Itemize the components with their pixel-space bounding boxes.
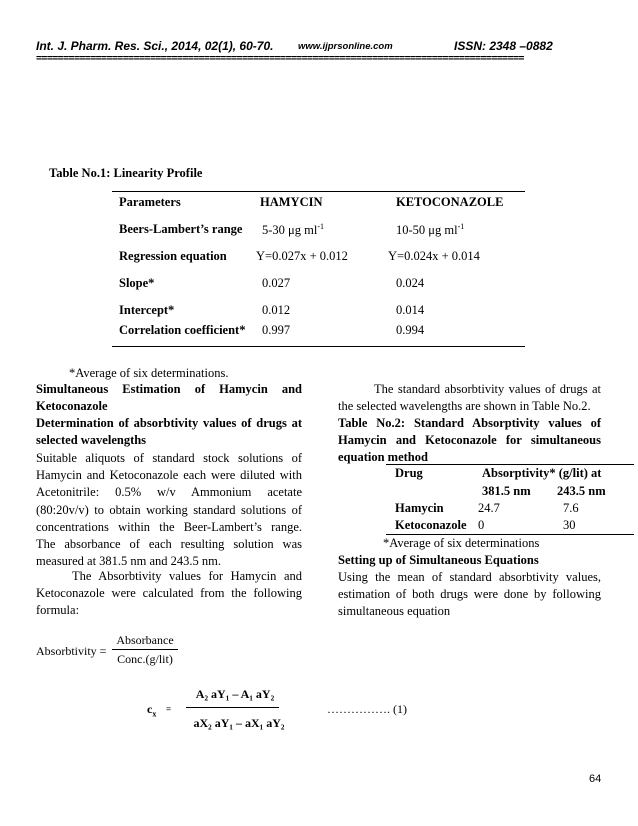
subsection-heading-line: selected wavelengths: [36, 433, 147, 447]
table1-row-keto: 0.994: [396, 323, 425, 337]
formula-numerator: Absorbance: [116, 633, 174, 647]
text-line: Using the mean of standard absorbtivity values,: [338, 570, 601, 584]
table2-row-value2: 7.6: [563, 501, 579, 515]
table1-row-hamycin: Y=0.027x + 0.012: [256, 249, 348, 263]
text-line: concentrations within the Beer-Lambert’s range.: [36, 519, 302, 534]
text-line: formula:: [36, 603, 80, 618]
text-line: Ketoconazole were calculated from the following: [36, 586, 302, 601]
table2-row-value2: 30: [563, 518, 576, 532]
text-line: (80:20v/v) to obtain working standard solutions of: [36, 502, 302, 517]
equation-numerator: A₂ aY₁ – A₁ aY₂: [195, 687, 275, 701]
text-line: Hamycin and Ketoconazole each were diluted with: [36, 468, 302, 483]
paragraph: [338, 381, 601, 415]
table1-col-parameters: Parameters: [119, 195, 181, 209]
text-line: The absorbance of each resulting solution was: [36, 537, 302, 552]
table2-row-drug: Hamycin: [395, 501, 444, 515]
section-heading-line: Ketoconazole: [36, 399, 108, 413]
formula-denominator: Conc.(g/lit): [117, 652, 173, 666]
page-number: 64: [589, 773, 602, 785]
table1-row-param: Regression equation: [119, 249, 227, 263]
journal-issn: ISSN: 2348 –0882: [454, 39, 553, 53]
table1-top-rule: [112, 191, 525, 192]
text-line: the selected wavelengths are shown in Table No.2.: [338, 399, 591, 414]
subsection-heading-line: Determination of absorbtivity values of drugs at: [36, 416, 302, 430]
paragraph: [36, 450, 302, 570]
table2-footnote: *Average of six determinations: [383, 536, 540, 550]
table2-row-value1: 24.7: [478, 501, 500, 515]
formula-fraction-bar: [112, 649, 178, 650]
table1-caption: Table No.1: Linearity Profile: [49, 166, 203, 180]
text-line: Suitable aliquots of standard stock solutions of: [36, 451, 302, 465]
table2-row-drug: Ketoconazole: [395, 518, 467, 532]
table2-bottom-rule: [386, 534, 634, 535]
table2-top-rule: [386, 464, 634, 465]
table1-row-hamycin: 5-30 μg $ml^{-1}$: [262, 222, 324, 238]
caption-line: Hamycin and Ketoconazole for simultaneous: [338, 433, 601, 448]
table1-col-hamycin: HAMYCIN: [260, 195, 323, 209]
equation-lhs: $c_x$: [147, 702, 157, 719]
equation-denominator: aX₂ aY₁ – aX₁ aY₂: [193, 716, 285, 730]
table1-row-keto: 10-50 μg $ml^{-1}$: [396, 222, 465, 238]
journal-citation: Int. J. Pharm. Res. Sci., 2014, 02(1), 60-70.: [36, 39, 274, 53]
table2-col-absorptivity: Absorptivity* (g/lit) at: [482, 466, 602, 480]
equation-equals: =: [166, 704, 172, 714]
paragraph: [338, 569, 601, 621]
text-line: The Absorbtivity values for Hamycin and: [72, 569, 302, 583]
table1-footnote: *Average of six determinations.: [69, 366, 229, 380]
text-line: The standard absorbtivity values of drugs at: [374, 382, 601, 396]
table1-row-param: Intercept*: [119, 303, 175, 317]
equation-number: ……………. (1): [327, 702, 407, 716]
section-heading: Setting up of Simultaneous Equations: [338, 553, 539, 567]
caption-line: equation method: [338, 450, 428, 465]
table1-row-hamycin: 0.997: [262, 323, 291, 337]
journal-url: www.ijprsonline.com: [298, 41, 393, 52]
text-line: measured at 381.5 nm and 243.5 nm.: [36, 554, 222, 569]
header-rule: ==========================================================================================: [36, 53, 524, 64]
table1-row-param: Correlation coefficient*: [119, 323, 246, 337]
table1-row-keto: Y=0.024x + 0.014: [388, 249, 480, 263]
table1-row-hamycin: 0.012: [262, 303, 291, 317]
table2-col-wavelength1: 381.5 nm: [482, 484, 531, 498]
table2-col-wavelength2: 243.5 nm: [557, 484, 606, 498]
formula-lhs: Absorbtivity =: [36, 644, 107, 658]
table1-row-keto: 0.014: [396, 303, 425, 317]
table1-row-keto: 0.024: [396, 276, 425, 290]
table2-col-drug: Drug: [395, 466, 423, 480]
text-line: simultaneous equation: [338, 604, 451, 619]
table1-col-ketoconazole: KETOCONAZOLE: [396, 195, 504, 209]
table1-bottom-rule: [112, 346, 525, 347]
caption-line: Table No.2: Standard Absorptivity values of: [338, 416, 601, 430]
table1-row-param: Slope*: [119, 276, 155, 290]
paragraph: [36, 568, 302, 620]
text-line: Acetonitrile: 0.5% w/v Ammonium acetate: [36, 485, 302, 500]
table1-row-param: Beers-Lambert’s range: [119, 222, 243, 236]
table2-row-value1: 0: [478, 518, 485, 532]
table1-row-hamycin: 0.027: [262, 276, 291, 290]
text-line: estimation of both drugs were done by following: [338, 587, 601, 602]
equation-fraction-bar: [186, 707, 279, 708]
section-heading-line: Simultaneous Estimation of Hamycin and: [36, 382, 302, 396]
table2-caption: [338, 415, 601, 467]
